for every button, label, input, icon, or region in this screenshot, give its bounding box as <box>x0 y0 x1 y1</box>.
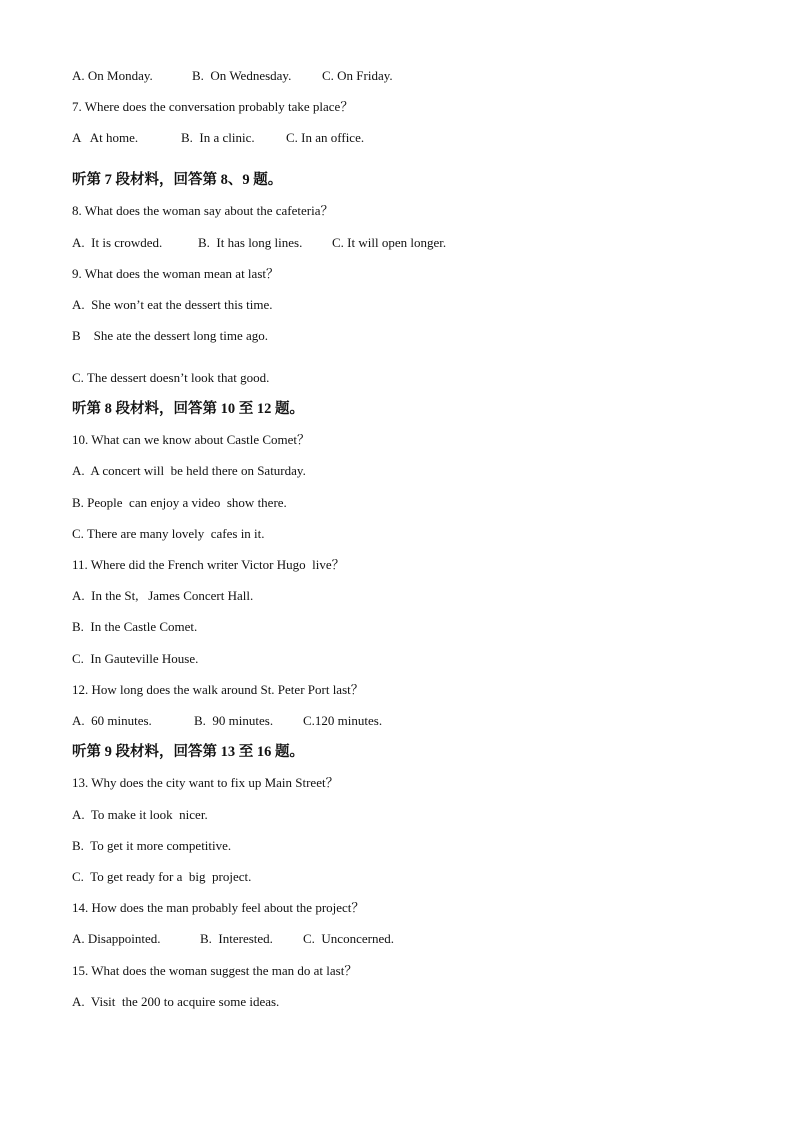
option-b: B. Interested. <box>200 931 273 946</box>
question-10: 10. What can we know about Castle Comet？ <box>72 432 311 447</box>
section-heading-7: 听第 7 段材料，回答第 8、9 题。 <box>72 172 283 188</box>
option-a: A. In the St, James Concert Hall. <box>72 588 254 603</box>
option-a: A. On Monday. <box>72 68 153 83</box>
option-b: B. In the Castle Comet. <box>72 619 198 634</box>
option-a: A At home. <box>72 130 139 145</box>
options-q12 <box>72 713 382 729</box>
options-q14 <box>72 931 394 947</box>
section-heading-8: 听第 8 段材料，回答第 10 至 12 题。 <box>72 401 304 417</box>
option-c: C. There are many lovely cafes in it. <box>72 526 265 541</box>
question-7: 7. Where does the conversation probably take place？ <box>72 99 354 114</box>
question-8: 8. What does the woman say about the cafeteria？ <box>72 203 334 218</box>
question-9: 9. What does the woman mean at last？ <box>72 266 279 281</box>
option-a: A. To make it look nicer. <box>72 807 208 822</box>
option-a: A. Visit the 200 to acquire some ideas. <box>72 994 280 1009</box>
question-14: 14. How does the man probably feel about the project？ <box>72 900 365 915</box>
option-c: C. In an office. <box>286 130 365 145</box>
option-a: A. Disappointed. <box>72 931 161 946</box>
option-c: C. On Friday. <box>322 68 393 83</box>
option-c: C.120 minutes. <box>303 713 383 728</box>
option-c: C. To get ready for a big project. <box>72 869 252 884</box>
option-a: A. A concert will be held there on Saturday. <box>72 463 306 478</box>
option-b: B. To get it more competitive. <box>72 838 232 853</box>
option-b: B. 90 minutes. <box>194 713 274 728</box>
question-12: 12. How long does the walk around St. Peter Port last？ <box>72 682 364 697</box>
options-q6 <box>72 68 393 84</box>
question-13: 13. Why does the city want to fix up Main Street？ <box>72 775 339 790</box>
question-15: 15. What does the woman suggest the man do at last？ <box>72 963 358 978</box>
option-a: A. 60 minutes. <box>72 713 152 728</box>
question-11: 11. Where did the French writer Victor Hugo live？ <box>72 557 345 572</box>
option-b: B. People can enjoy a video show there. <box>72 495 287 510</box>
option-a: A. She won’t eat the dessert this time. <box>72 297 273 312</box>
option-b: B. It has long lines. <box>198 235 303 250</box>
option-c: C. Unconcerned. <box>303 931 394 946</box>
option-c: C. In Gauteville House. <box>72 651 199 666</box>
options-q8 <box>72 235 446 251</box>
option-b: B. On Wednesday. <box>192 68 292 83</box>
option-c: C. The dessert doesn’t look that good. <box>72 370 270 385</box>
option-c: C. It will open longer. <box>332 235 447 250</box>
option-a: A. It is crowded. <box>72 235 163 250</box>
option-b: B She ate the dessert long time ago. <box>72 328 269 343</box>
option-b: B. In a clinic. <box>181 130 255 145</box>
section-heading-9: 听第 9 段材料，回答第 13 至 16 题。 <box>72 744 304 760</box>
options-q7 <box>72 130 364 146</box>
